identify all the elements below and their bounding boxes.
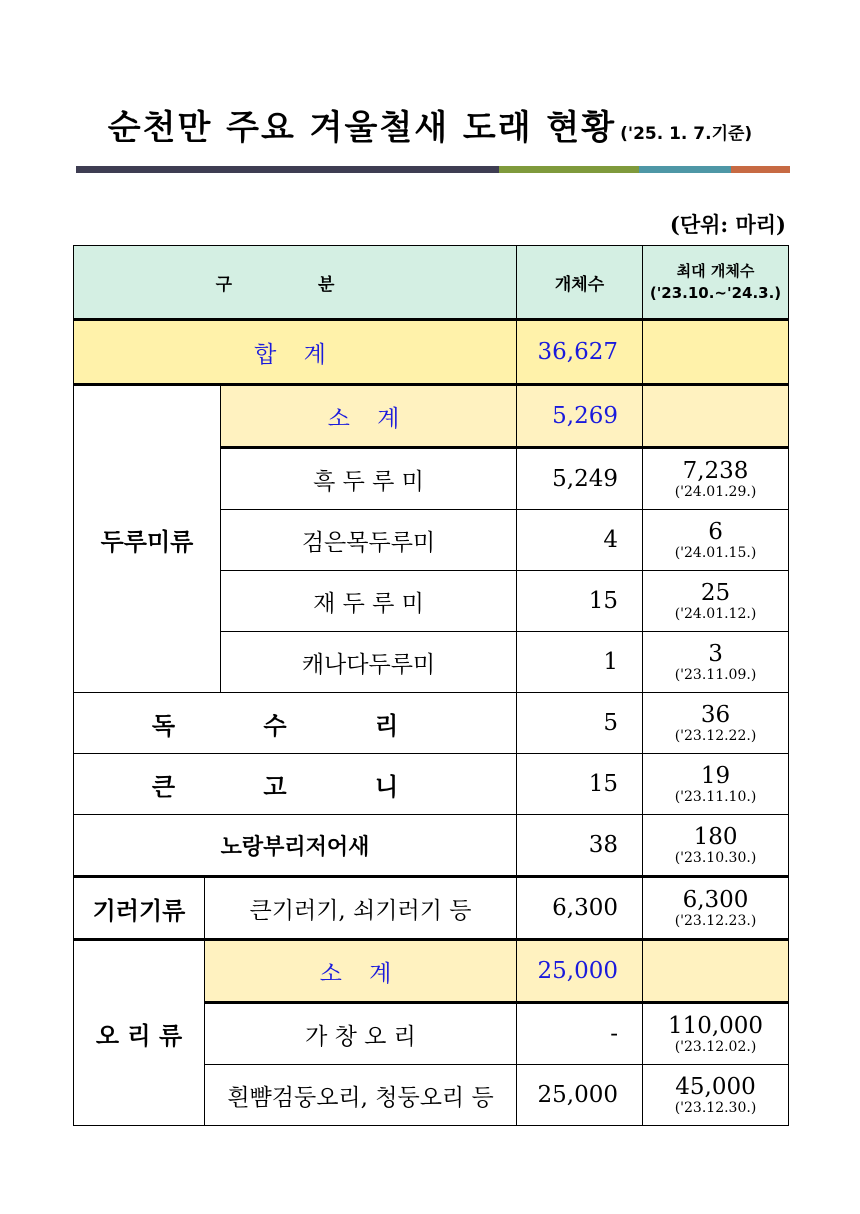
cranes-group-label: 두루미류 xyxy=(74,385,221,693)
species-max: 25 ('24.01.12.) xyxy=(643,571,789,632)
ducks-subtotal-count: 25,000 xyxy=(517,940,643,1003)
species-count: 15 xyxy=(517,571,643,632)
species-count: 5,249 xyxy=(517,448,643,510)
cranes-subtotal-count: 5,269 xyxy=(517,385,643,448)
species-name: 노랑부리저어새 xyxy=(74,815,517,877)
ducks-subtotal-label: 소 계 xyxy=(205,940,517,1003)
species-count: - xyxy=(517,1003,643,1065)
unit-label: (단위: 마리) xyxy=(669,212,786,237)
species-max: 180 ('23.10.30.) xyxy=(643,815,789,877)
species-name: 캐나다두루미 xyxy=(221,632,517,693)
species-name: 검은목두루미 xyxy=(221,510,517,571)
ducks-subtotal-max xyxy=(643,940,789,1003)
species-max: 19 ('23.11.10.) xyxy=(643,754,789,815)
header-category: 구 분 xyxy=(74,246,517,320)
bird-count-table xyxy=(73,245,789,1126)
ducks-subtotal-row xyxy=(74,940,789,1003)
cranes-subtotal-row xyxy=(74,385,789,448)
species-max: 36 ('23.12.22.) xyxy=(643,693,789,754)
total-row xyxy=(74,320,789,385)
total-label: 합 계 xyxy=(74,320,517,385)
geese-group-label: 기러기류 xyxy=(74,877,205,940)
species-name: 독 수 리 xyxy=(74,693,517,754)
species-name: 흰뺨검둥오리, 청둥오리 등 xyxy=(205,1065,517,1126)
species-max: 45,000 ('23.12.30.) xyxy=(643,1065,789,1126)
species-max: 110,000 ('23.12.02.) xyxy=(643,1003,789,1065)
species-count: 6,300 xyxy=(517,877,643,940)
species-count: 5 xyxy=(517,693,643,754)
total-count: 36,627 xyxy=(517,320,643,385)
title-bar-segment-4 xyxy=(731,166,790,173)
cranes-subtotal-label: 소 계 xyxy=(221,385,517,448)
table-row xyxy=(74,815,789,877)
species-count: 4 xyxy=(517,510,643,571)
species-count: 1 xyxy=(517,632,643,693)
species-name: 흑 두 루 미 xyxy=(221,448,517,510)
species-name: 재 두 루 미 xyxy=(221,571,517,632)
species-count: 25,000 xyxy=(517,1065,643,1126)
table-row xyxy=(74,754,789,815)
table-row xyxy=(74,693,789,754)
title-bar-segment-2 xyxy=(499,166,639,173)
species-max: 7,238 ('24.01.29.) xyxy=(643,448,789,510)
title-main: 순천만 주요 겨울철새 도래 현황 xyxy=(107,108,617,148)
header-row xyxy=(74,246,789,320)
header-max: 최대 개체수 ('23.10.~'24.3.) xyxy=(643,246,789,320)
title-bar-segment-1 xyxy=(76,166,499,173)
title-bar-segment-3 xyxy=(639,166,731,173)
species-name: 큰기러기, 쇠기러기 등 xyxy=(205,877,517,940)
species-max: 6,300 ('23.12.23.) xyxy=(643,877,789,940)
total-max xyxy=(643,320,789,385)
species-name: 큰 고 니 xyxy=(74,754,517,815)
geese-row xyxy=(74,877,789,940)
species-count: 15 xyxy=(517,754,643,815)
title-date: ('25. 1. 7.기준) xyxy=(620,124,753,144)
species-count: 38 xyxy=(517,815,643,877)
species-max: 3 ('23.11.09.) xyxy=(643,632,789,693)
page-title xyxy=(0,100,860,149)
header-count: 개체수 xyxy=(517,246,643,320)
species-name: 가 창 오 리 xyxy=(205,1003,517,1065)
ducks-group-label: 오 리 류 xyxy=(74,940,205,1126)
species-max: 6 ('24.01.15.) xyxy=(643,510,789,571)
cranes-subtotal-max xyxy=(643,385,789,448)
